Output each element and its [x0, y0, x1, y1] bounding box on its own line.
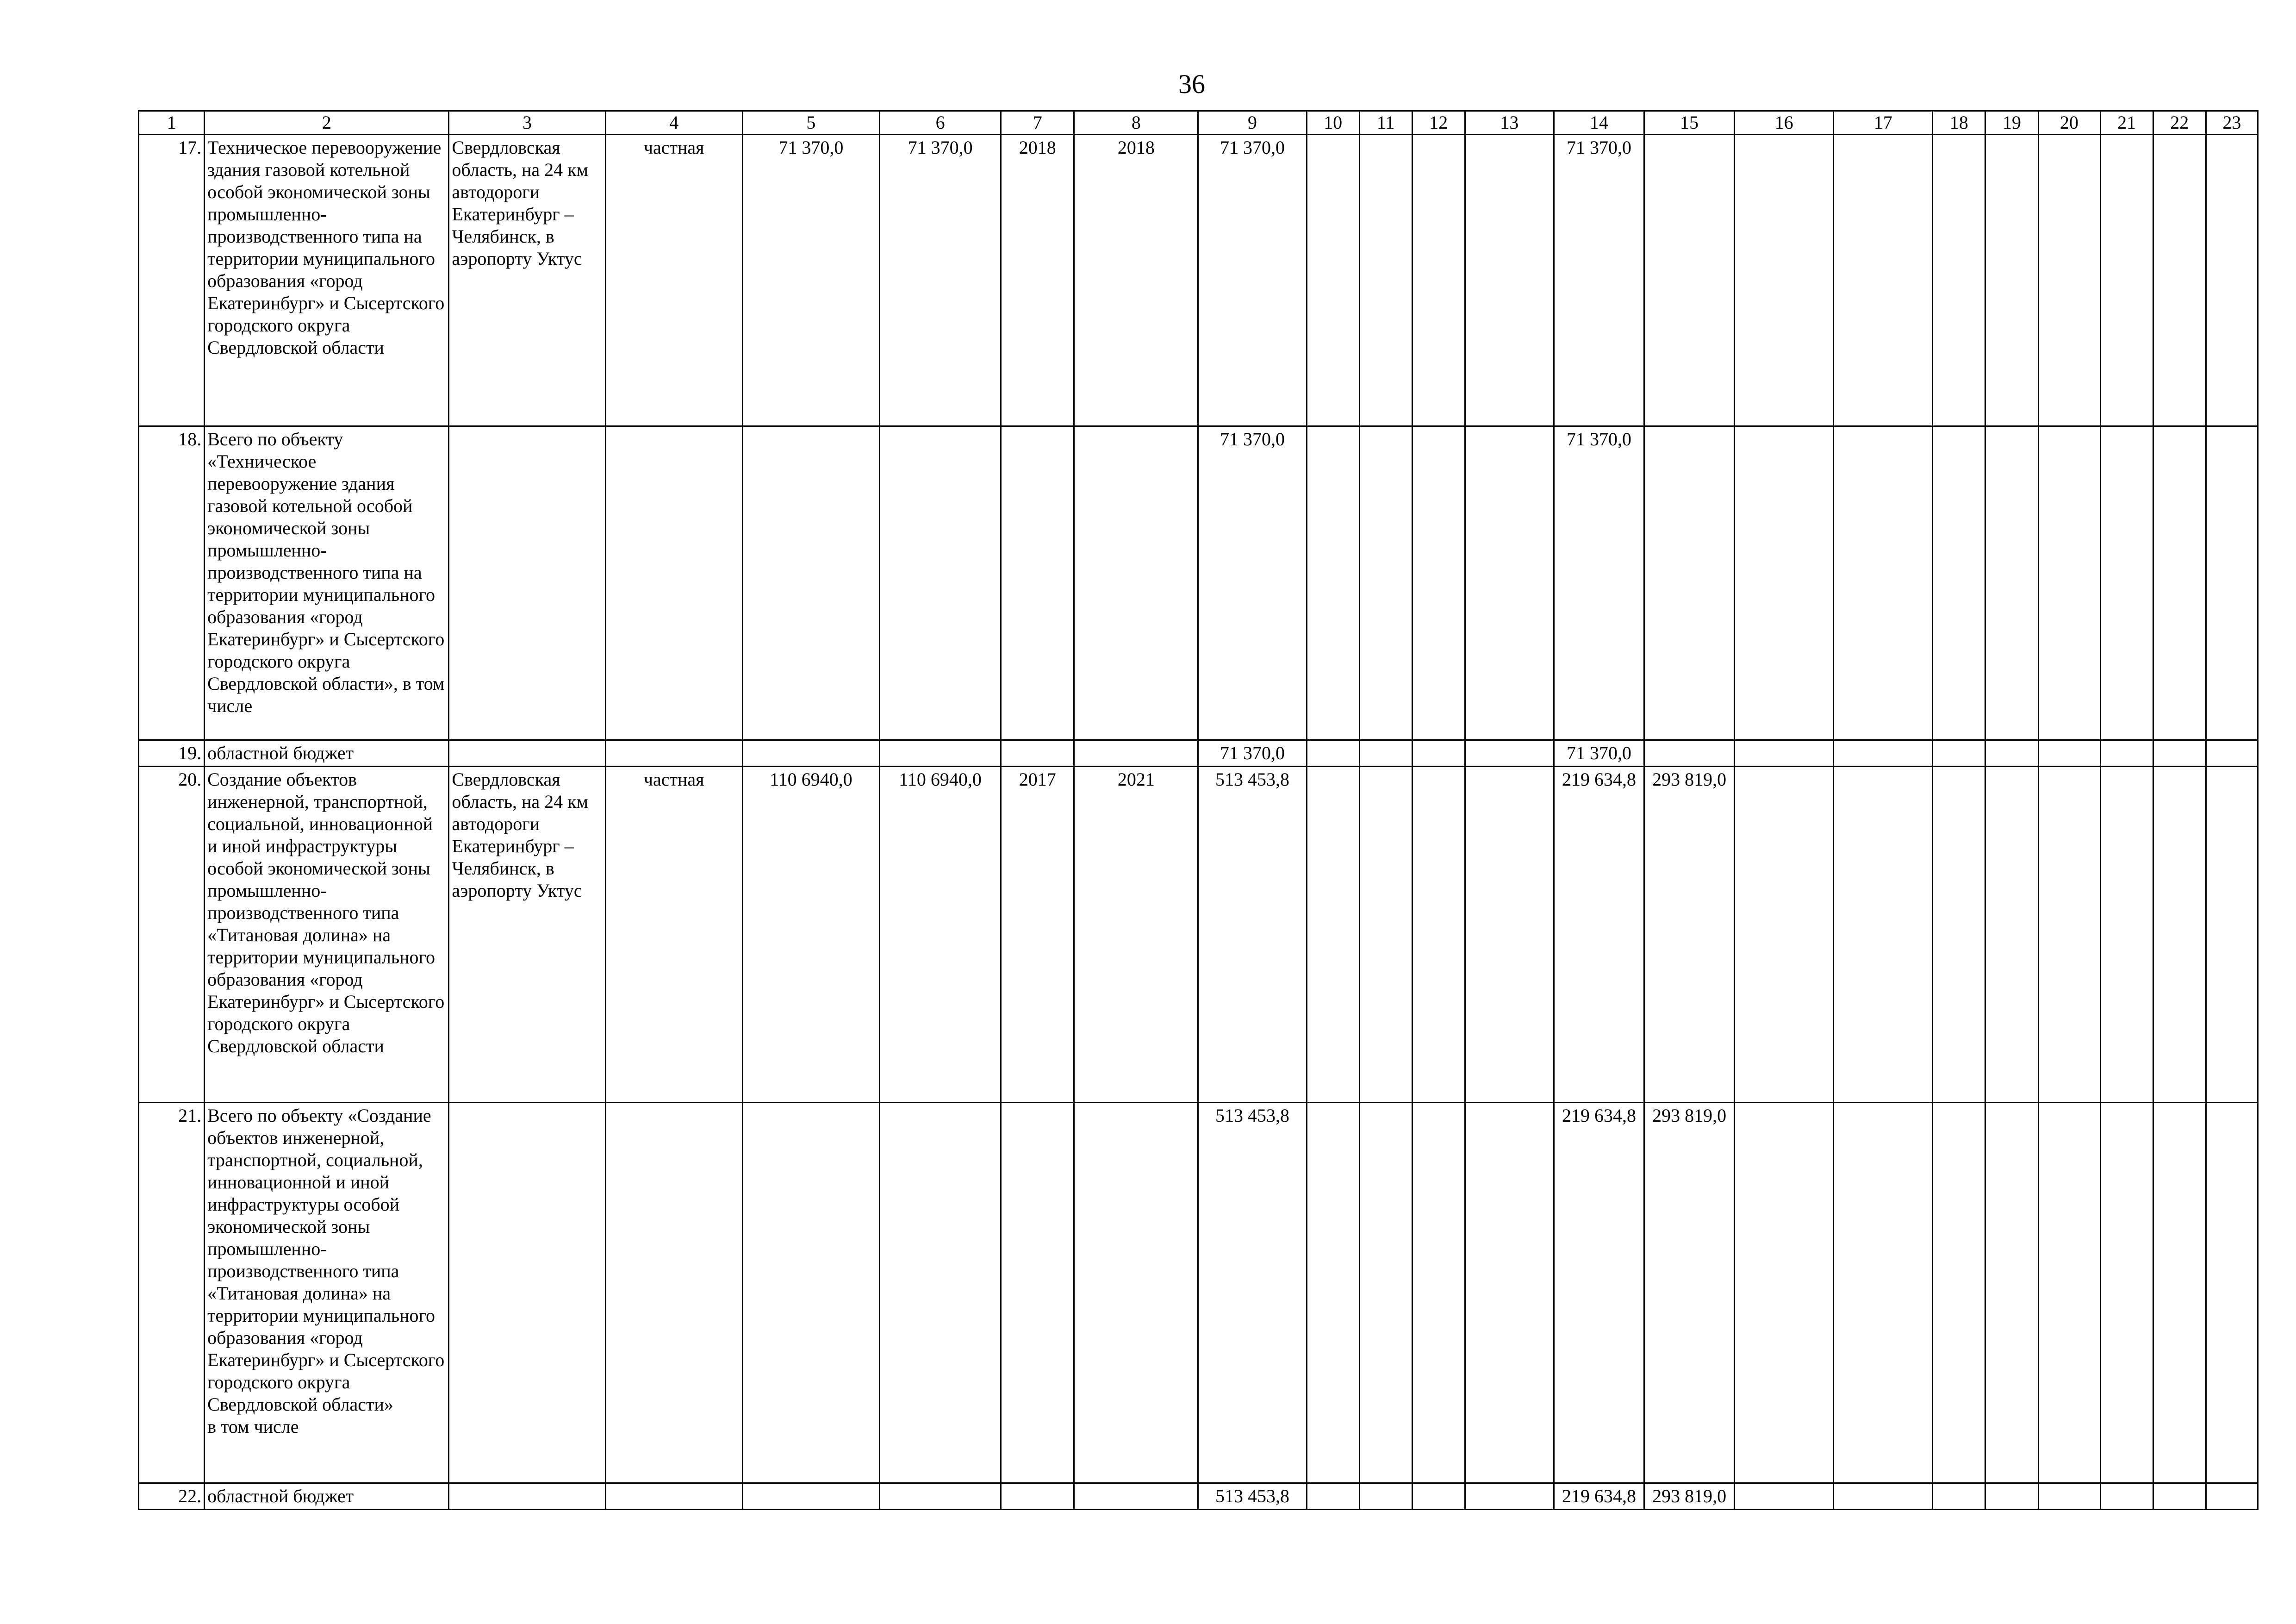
cell-col11 — [1359, 767, 1412, 1103]
ownership-form — [605, 1483, 742, 1510]
object-name: Создание объектов инженерной, транспортной, социальной, инновационной и иной инфраструктуры особой экономической зоны промышленно-производственного типа «Титановая долина» на территории муниципального образования «город Екатеринбург» и Сысертского городского округа Свердловской области — [205, 767, 449, 1103]
cell-col11 — [1359, 426, 1412, 740]
cell-col14: 219 634,8 — [1554, 1103, 1644, 1483]
cell-col5: 110 6940,0 — [742, 767, 879, 1103]
cell-col16 — [1735, 767, 1834, 1103]
cell-col15: 293 819,0 — [1644, 1103, 1735, 1483]
cell-col13 — [1465, 1103, 1554, 1483]
cell-col14: 71 370,0 — [1554, 740, 1644, 767]
cell-col22 — [2153, 135, 2206, 426]
col-header-3: 3 — [449, 111, 605, 135]
cell-col23 — [2206, 1483, 2258, 1510]
cell-col19 — [1985, 767, 2038, 1103]
row-number: 18. — [139, 426, 205, 740]
cell-col11 — [1359, 135, 1412, 426]
row-number: 22. — [139, 1483, 205, 1510]
cell-col14: 219 634,8 — [1554, 767, 1644, 1103]
cell-col12 — [1412, 1103, 1465, 1483]
cell-col10 — [1307, 426, 1359, 740]
cell-col22 — [2153, 1483, 2206, 1510]
cell-col17 — [1834, 1103, 1933, 1483]
cell-col16 — [1735, 1103, 1834, 1483]
col-header-23: 23 — [2206, 111, 2258, 135]
cell-col17 — [1834, 767, 1933, 1103]
cell-col10 — [1307, 135, 1359, 426]
cell-col5: 71 370,0 — [742, 135, 879, 426]
table-row — [139, 740, 2258, 767]
cell-col18 — [1933, 740, 1985, 767]
col-header-2: 2 — [205, 111, 449, 135]
object-location — [449, 426, 605, 740]
start-year — [1001, 740, 1074, 767]
col-header-10: 10 — [1307, 111, 1359, 135]
table-row — [139, 1103, 2258, 1483]
cell-col12 — [1412, 426, 1465, 740]
start-year: 2017 — [1001, 767, 1074, 1103]
col-header-5: 5 — [742, 111, 879, 135]
investment-table — [138, 110, 2259, 1510]
cell-col23 — [2206, 740, 2258, 767]
cell-col16 — [1735, 740, 1834, 767]
col-header-15: 15 — [1644, 111, 1735, 135]
ownership-form: частная — [605, 135, 742, 426]
cell-col12 — [1412, 135, 1465, 426]
cell-col12 — [1412, 767, 1465, 1103]
cell-col20 — [2038, 1483, 2100, 1510]
row-number: 20. — [139, 767, 205, 1103]
col-header-21: 21 — [2100, 111, 2153, 135]
object-location: Свердловская область, на 24 км автодороги Екатеринбург – Челябинск, в аэропорту Уктус — [449, 767, 605, 1103]
col-header-6: 6 — [880, 111, 1001, 135]
cell-col14: 219 634,8 — [1554, 1483, 1644, 1510]
table-row — [139, 767, 2258, 1103]
start-year — [1001, 1103, 1074, 1483]
cell-col15: 293 819,0 — [1644, 767, 1735, 1103]
row-number: 19. — [139, 740, 205, 767]
object-location — [449, 1483, 605, 1510]
col-header-19: 19 — [1985, 111, 2038, 135]
cell-col9: 513 453,8 — [1198, 1483, 1307, 1510]
cell-col20 — [2038, 740, 2100, 767]
cell-col6 — [880, 740, 1001, 767]
cell-col20 — [2038, 1103, 2100, 1483]
cell-col5 — [742, 1483, 879, 1510]
col-header-12: 12 — [1412, 111, 1465, 135]
cell-col10 — [1307, 740, 1359, 767]
end-year — [1074, 1483, 1198, 1510]
cell-col9: 71 370,0 — [1198, 740, 1307, 767]
cell-col11 — [1359, 1483, 1412, 1510]
col-header-4: 4 — [605, 111, 742, 135]
cell-col13 — [1465, 1483, 1554, 1510]
cell-col15 — [1644, 426, 1735, 740]
object-name-suffix: в том числе — [207, 1416, 299, 1437]
cell-col14: 71 370,0 — [1554, 426, 1644, 740]
cell-col13 — [1465, 135, 1554, 426]
col-header-20: 20 — [2038, 111, 2100, 135]
cell-col18 — [1933, 135, 1985, 426]
cell-col9: 71 370,0 — [1198, 135, 1307, 426]
cell-col19 — [1985, 1483, 2038, 1510]
cell-col18 — [1933, 1483, 1985, 1510]
cell-col21 — [2100, 1103, 2153, 1483]
cell-col6: 71 370,0 — [880, 135, 1001, 426]
col-header-9: 9 — [1198, 111, 1307, 135]
ownership-form: частная — [605, 767, 742, 1103]
object-name: Техническое перевооружение здания газовой котельной особой экономической зоны промышленно-производственного типа на территории муниципального образования «город Екатеринбург» и Сысертского городского округа Свердловской области — [205, 135, 449, 426]
object-location — [449, 1103, 605, 1483]
cell-col5 — [742, 426, 879, 740]
cell-col12 — [1412, 740, 1465, 767]
cell-col10 — [1307, 1103, 1359, 1483]
cell-col22 — [2153, 1103, 2206, 1483]
cell-col5 — [742, 740, 879, 767]
object-location: Свердловская область, на 24 км автодороги Екатеринбург – Челябинск, в аэропорту Уктус — [449, 135, 605, 426]
cell-col15 — [1644, 135, 1735, 426]
end-year — [1074, 740, 1198, 767]
col-header-11: 11 — [1359, 111, 1412, 135]
end-year — [1074, 1103, 1198, 1483]
cell-col23 — [2206, 426, 2258, 740]
row-number: 17. — [139, 135, 205, 426]
cell-col17 — [1834, 1483, 1933, 1510]
cell-col11 — [1359, 740, 1412, 767]
cell-col6: 110 6940,0 — [880, 767, 1001, 1103]
cell-col18 — [1933, 426, 1985, 740]
col-header-22: 22 — [2153, 111, 2206, 135]
cell-col14: 71 370,0 — [1554, 135, 1644, 426]
cell-col10 — [1307, 767, 1359, 1103]
cell-col15: 293 819,0 — [1644, 1483, 1735, 1510]
cell-col18 — [1933, 767, 1985, 1103]
cell-col16 — [1735, 1483, 1834, 1510]
cell-col21 — [2100, 1483, 2153, 1510]
col-header-17: 17 — [1834, 111, 1933, 135]
cell-col16 — [1735, 426, 1834, 740]
end-year — [1074, 426, 1198, 740]
cell-col20 — [2038, 426, 2100, 740]
cell-col11 — [1359, 1103, 1412, 1483]
cell-col13 — [1465, 426, 1554, 740]
cell-col22 — [2153, 740, 2206, 767]
object-name: Всего по объекту «Техническое перевооружение здания газовой котельной особой экономической зоны промышленно-производственного типа на территории муниципального образования «город Екатеринбург» и Сысертского городского округа Свердловской области», в том числе — [205, 426, 449, 740]
cell-col21 — [2100, 135, 2153, 426]
object-name: областной бюджет — [205, 740, 449, 767]
cell-col18 — [1933, 1103, 1985, 1483]
cell-col13 — [1465, 767, 1554, 1103]
col-header-7: 7 — [1001, 111, 1074, 135]
cell-col20 — [2038, 135, 2100, 426]
ownership-form — [605, 426, 742, 740]
object-name-text: Всего по объекту «Создание объектов инженерной, транспортной, социальной, инновационной и иной инфраструктуры особой экономической зоны промышленно-производственного типа «Титановая долина» на территории муниципального образования «город Екатеринбург» и Сысертского городского округа Свердловской области» — [207, 1105, 445, 1415]
cell-col15 — [1644, 740, 1735, 767]
row-number: 21. — [139, 1103, 205, 1483]
cell-col23 — [2206, 767, 2258, 1103]
cell-col9: 513 453,8 — [1198, 1103, 1307, 1483]
object-name: областной бюджет — [205, 1483, 449, 1510]
cell-col9: 513 453,8 — [1198, 767, 1307, 1103]
cell-col10 — [1307, 1483, 1359, 1510]
col-header-1: 1 — [139, 111, 205, 135]
cell-col12 — [1412, 1483, 1465, 1510]
start-year — [1001, 426, 1074, 740]
cell-col19 — [1985, 1103, 2038, 1483]
object-name — [205, 1103, 449, 1483]
cell-col5 — [742, 1103, 879, 1483]
cell-col23 — [2206, 135, 2258, 426]
col-header-8: 8 — [1074, 111, 1198, 135]
object-location — [449, 740, 605, 767]
cell-col6 — [880, 426, 1001, 740]
cell-col17 — [1834, 135, 1933, 426]
cell-col22 — [2153, 767, 2206, 1103]
table-row — [139, 135, 2258, 426]
ownership-form — [605, 740, 742, 767]
cell-col19 — [1985, 426, 2038, 740]
start-year: 2018 — [1001, 135, 1074, 426]
col-header-18: 18 — [1933, 111, 1985, 135]
start-year — [1001, 1483, 1074, 1510]
cell-col16 — [1735, 135, 1834, 426]
col-header-14: 14 — [1554, 111, 1644, 135]
cell-col20 — [2038, 767, 2100, 1103]
col-header-13: 13 — [1465, 111, 1554, 135]
end-year: 2021 — [1074, 767, 1198, 1103]
ownership-form — [605, 1103, 742, 1483]
cell-col6 — [880, 1103, 1001, 1483]
cell-col23 — [2206, 1103, 2258, 1483]
cell-col6 — [880, 1483, 1001, 1510]
cell-col17 — [1834, 740, 1933, 767]
cell-col21 — [2100, 767, 2153, 1103]
cell-col13 — [1465, 740, 1554, 767]
table-row — [139, 426, 2258, 740]
end-year: 2018 — [1074, 135, 1198, 426]
cell-col22 — [2153, 426, 2206, 740]
cell-col19 — [1985, 135, 2038, 426]
cell-col21 — [2100, 426, 2153, 740]
cell-col21 — [2100, 740, 2153, 767]
cell-col9: 71 370,0 — [1198, 426, 1307, 740]
cell-col17 — [1834, 426, 1933, 740]
col-header-16: 16 — [1735, 111, 1834, 135]
column-number-row — [139, 111, 2258, 135]
page-number: 36 — [1178, 69, 1205, 99]
table-row — [139, 1483, 2258, 1510]
cell-col19 — [1985, 740, 2038, 767]
